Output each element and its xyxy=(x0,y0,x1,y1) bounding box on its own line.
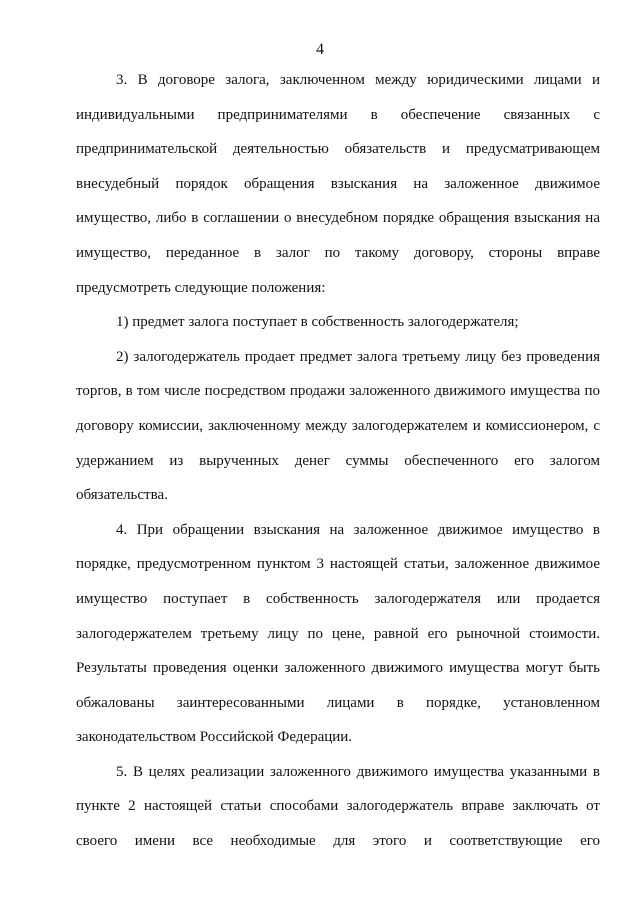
paragraph-4: 4. При обращении взыскания на заложенное движимое имущество в порядке, предусмотренном пунктом 3 настоящей статьи, заложенное движимое имущество поступает в собственность залогодержателя или продается залогодержателем третьему лицу по цене, равной его рыночной стоимости. Результаты проведения оценки заложенного движимого имущества могут быть обжалованы заинтересованными лицами в порядке, установленном законодательством Российской Федерации. xyxy=(76,521,600,746)
paragraph-3-item-2: 2) залогодержатель продает предмет залога третьему лицу без проведения торгов, в том числе посредством продажи заложенного движимого имущества по договору комиссии, заключенному между залогодержателем и комиссионером, с удержанием из вырученных денег суммы обеспеченного его залогом обязательства. xyxy=(76,348,600,504)
paragraph-5: 5. В целях реализации заложенного движимого имущества указанными в пункте 2 настоящей статьи способами залогодержатель вправе заключать от своего имени все необходимые для этого и соответствующие его xyxy=(76,763,600,850)
paragraph-3: 3. В договоре залога, заключенном между юридическими лицами и индивидуальными предпринимателями в обеспечение связанных с предпринимательской деятельностью обязательств и предусматривающем внесудебный порядок обращения взыскания на заложенное движимое имущество, либо в соглашении о внесудебном порядке обращения взыскания на имущество, переданное в залог по такому договору, стороны вправе предусмотреть следующие положения: xyxy=(76,72,600,296)
document-body xyxy=(76,63,600,859)
page-number: 4 xyxy=(316,41,324,58)
paragraph-3-item-1: 1) предмет залога поступает в собственность залогодержателя; xyxy=(116,314,519,331)
